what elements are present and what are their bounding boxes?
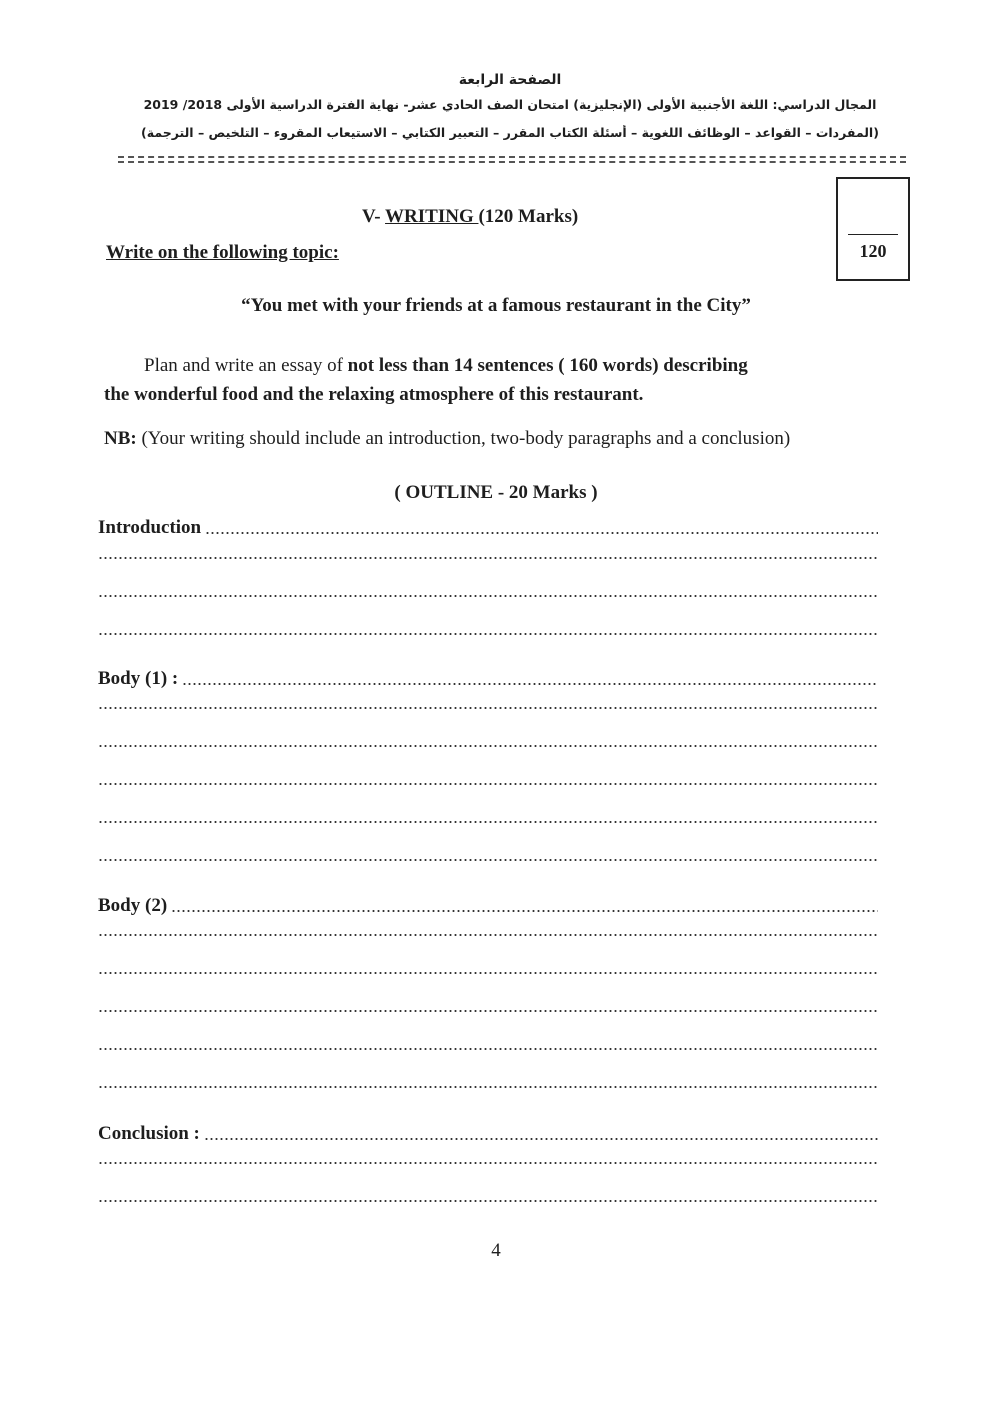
- writing-line[interactable]: [98, 1047, 878, 1055]
- dotted-line: [98, 933, 878, 937]
- writing-line[interactable]: [98, 744, 878, 752]
- body2-label: Body (2): [98, 895, 168, 916]
- writing-line[interactable]: [98, 706, 878, 714]
- dotted-line: [98, 1009, 878, 1013]
- dotted-line: [98, 594, 878, 598]
- body2-line[interactable]: [98, 895, 878, 917]
- dotted-line: [98, 1047, 878, 1051]
- writing-line[interactable]: [98, 858, 878, 866]
- nb-text: (Your writing should include an introduction, two-body paragraphs and a conclusion): [136, 428, 791, 449]
- writing-line[interactable]: [98, 1009, 878, 1017]
- section-marks: (120 Marks): [478, 206, 579, 227]
- writing-line[interactable]: [98, 556, 878, 564]
- essay-topic: “You met with your friends at a famous restaurant in the City”: [241, 295, 751, 316]
- outline-title: ( OUTLINE - 20 Marks ): [394, 482, 598, 503]
- writing-line[interactable]: [98, 1161, 878, 1169]
- nb-label: NB:: [104, 428, 137, 449]
- nb-note: [104, 428, 790, 450]
- section-title-text: WRITING: [385, 206, 479, 227]
- dotted-line: [98, 744, 878, 748]
- conclusion-line[interactable]: [98, 1123, 878, 1145]
- writing-line[interactable]: [98, 594, 878, 602]
- arabic-header-line-1: المجال الدراسي: اللغة الأجنبية الأولى (الإنجليزية) امتحان الصف الحادي عشر- نهاية الفترة الدراسية الأولى 2018/ 2019: [143, 97, 877, 112]
- score-divider: [848, 234, 898, 235]
- task-text-1: Plan and write an essay of: [144, 355, 348, 376]
- section-title: [362, 206, 578, 228]
- dotted-line: [98, 1161, 878, 1165]
- writing-line[interactable]: [98, 971, 878, 979]
- writing-line[interactable]: [98, 632, 878, 640]
- header-double-rule: [118, 156, 906, 163]
- dotted-line: [98, 820, 878, 824]
- arabic-header-line-2: (المفردات – القواعد – الوظائف اللغوية – أسئلة الكتاب المقرر – التعبير الكتابي – الاستيعاب المقروء – التلخيص – الترجمة): [141, 125, 879, 140]
- section-prefix: V-: [362, 206, 386, 227]
- body1-label: Body (1) :: [98, 668, 179, 689]
- dotted-line: [98, 971, 878, 975]
- dotted-line: [98, 782, 878, 786]
- task-bold-2: the wonderful food and the relaxing atmosphere of this restaurant.: [104, 384, 644, 405]
- instruction: Write on the following topic:: [106, 242, 339, 263]
- score-box: [836, 177, 910, 281]
- introduction-line[interactable]: [98, 517, 878, 539]
- introduction-label: Introduction: [98, 517, 202, 538]
- writing-line[interactable]: [98, 933, 878, 941]
- dotted-line: [98, 858, 878, 862]
- writing-line[interactable]: [98, 782, 878, 790]
- score-value: 120: [859, 241, 887, 261]
- page-number: 4: [491, 1240, 501, 1261]
- dotted-line: [98, 1199, 878, 1203]
- dotted-line: [171, 909, 878, 913]
- dotted-line: [98, 706, 878, 710]
- body1-line[interactable]: [98, 668, 878, 690]
- dotted-line: [98, 556, 878, 560]
- conclusion-label: Conclusion :: [98, 1123, 200, 1144]
- dotted-line: [204, 1137, 878, 1141]
- task-bold-1: not less than 14 sentences ( 160 words) describing: [347, 355, 748, 376]
- dotted-line: [98, 632, 878, 636]
- task-description: [104, 351, 864, 409]
- writing-line[interactable]: [98, 1085, 878, 1093]
- dotted-line: [98, 1085, 878, 1089]
- arabic-page-label: الصفحة الرابعة: [458, 72, 562, 88]
- dotted-line: [182, 682, 878, 686]
- dotted-line: [205, 531, 878, 535]
- writing-line[interactable]: [98, 1199, 878, 1207]
- writing-line[interactable]: [98, 820, 878, 828]
